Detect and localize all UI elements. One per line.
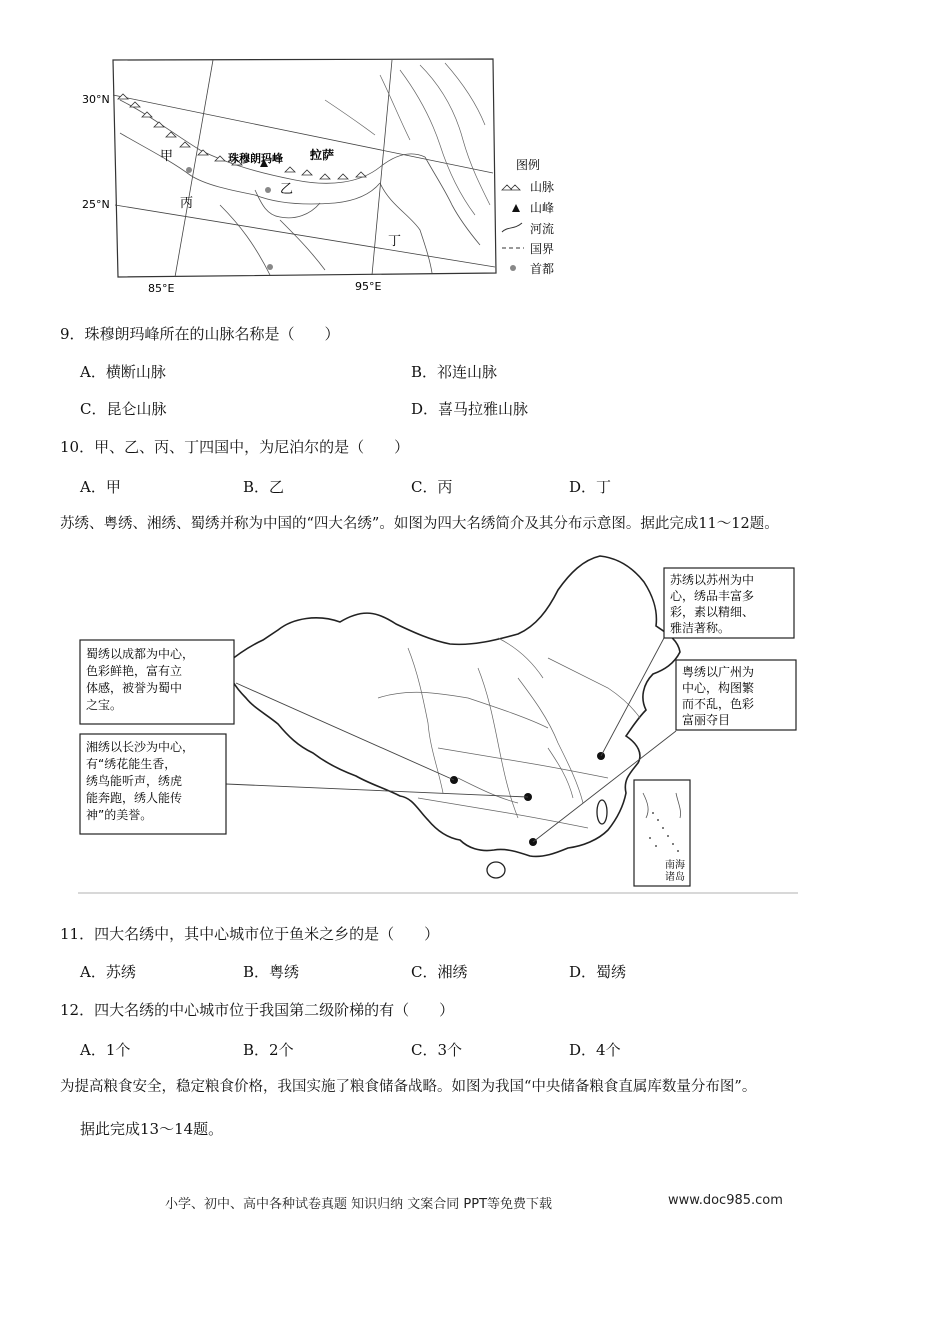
q10-option-b[interactable]: B．乙 bbox=[243, 478, 285, 496]
footer-url[interactable]: www.doc985.com bbox=[668, 1193, 783, 1208]
everest-label: 珠穆朗玛峰 bbox=[228, 152, 283, 165]
q11-option-c[interactable]: C．湘绣 bbox=[411, 963, 468, 981]
q12-option-c[interactable]: C．3个 bbox=[411, 1041, 463, 1059]
lhasa-label: 拉萨 bbox=[310, 148, 335, 162]
xiang-text: 湘绣以长沙为中心， 有“绣花能生香， 绣鸟能听声，绣虎 能奔跑，绣人能传 神”的美誉。 bbox=[86, 740, 195, 822]
country-ding-label: 丁 bbox=[388, 234, 402, 249]
country-jia-label: 甲 bbox=[160, 149, 174, 164]
svg-text:首都: 首都 bbox=[530, 262, 555, 276]
question-9-stem: 9．珠穆朗玛峰所在的山脉名称是（ ） bbox=[60, 325, 340, 343]
q12-option-d[interactable]: D．4个 bbox=[569, 1041, 621, 1059]
himalaya-map bbox=[80, 55, 580, 300]
q11-option-d[interactable]: D．蜀绣 bbox=[569, 963, 627, 981]
map-legend bbox=[502, 157, 554, 276]
mountain-range-legend-icon bbox=[502, 185, 520, 190]
grain-intro-line-2: 据此完成13～14题。 bbox=[80, 1120, 224, 1138]
q11-option-b[interactable]: B．粤绣 bbox=[243, 963, 300, 981]
svg-text:国界: 国界 bbox=[530, 242, 555, 256]
svg-text:山峰: 山峰 bbox=[530, 201, 555, 215]
q11-option-a[interactable]: A．苏绣 bbox=[80, 963, 136, 981]
river-legend-icon bbox=[502, 223, 522, 232]
q9-option-c[interactable]: C．昆仑山脉 bbox=[80, 400, 167, 418]
embroidery-map bbox=[78, 548, 798, 898]
su-text: 苏绣以苏州为中 心，绣品丰富多 彩，素以精细、 雅洁著称。 bbox=[670, 573, 755, 635]
q10-option-c[interactable]: C．丙 bbox=[411, 478, 453, 496]
q12-option-b[interactable]: B．2个 bbox=[243, 1041, 294, 1059]
lon-95-label: 95°E bbox=[355, 280, 382, 293]
lat-25-label: 25°N bbox=[82, 198, 110, 211]
shu-text: 蜀绣以成都为中心， 色彩鲜艳，富有立 体感，被誉为蜀中 之宝。 bbox=[86, 647, 195, 712]
capital-legend-icon bbox=[510, 265, 516, 271]
lat-30-label: 30°N bbox=[82, 93, 110, 106]
question-10-stem: 10．甲、乙、丙、丁四国中，为尼泊尔的是（ ） bbox=[60, 438, 410, 456]
q9-option-b[interactable]: B．祁连山脉 bbox=[411, 363, 498, 381]
lon-85-label: 85°E bbox=[148, 282, 175, 295]
q10-option-d[interactable]: D．丁 bbox=[569, 478, 612, 496]
question-11-stem: 11．四大名绣中，其中心城市位于鱼米之乡的是（ ） bbox=[60, 925, 440, 943]
svg-text:图例: 图例 bbox=[516, 158, 541, 172]
q9-option-a[interactable]: A．横断山脉 bbox=[80, 363, 166, 381]
embroidery-intro: 苏绣、粤绣、湘绣、蜀绣并称为中国的“四大名绣”。如图为四大名绣简介及其分布示意图。据此完成11～12题。 bbox=[60, 516, 779, 532]
yue-text: 粤绣以广州为 中心，构图繁 而不乱，色彩 富丽夺目 bbox=[682, 665, 755, 727]
question-12-stem: 12．四大名绣的中心城市位于我国第二级阶梯的有（ ） bbox=[60, 1001, 455, 1019]
footer-text: 小学、初中、高中各种试卷真题 知识归纳 文案合同 PPT等免费下载 bbox=[165, 1197, 553, 1212]
svg-text:河流: 河流 bbox=[530, 222, 555, 236]
country-bing-label: 丙 bbox=[180, 196, 194, 211]
inset-label-2: 诸岛 bbox=[665, 872, 685, 883]
q12-option-a[interactable]: A．1个 bbox=[80, 1041, 131, 1059]
q10-option-a[interactable]: A．甲 bbox=[80, 478, 121, 496]
q9-option-d[interactable]: D．喜马拉雅山脉 bbox=[411, 400, 529, 418]
svg-text:山脉: 山脉 bbox=[530, 180, 555, 194]
country-yi-label: 乙 bbox=[280, 182, 294, 197]
grain-intro-line-1: 为提高粮食安全，稳定粮食价格，我国实施了粮食储备战略。如图为我国“中央储备粮食直属库数量分布图”。 bbox=[60, 1079, 757, 1095]
peak-legend-icon bbox=[512, 204, 520, 212]
inset-label-1: 南海 bbox=[665, 860, 685, 871]
